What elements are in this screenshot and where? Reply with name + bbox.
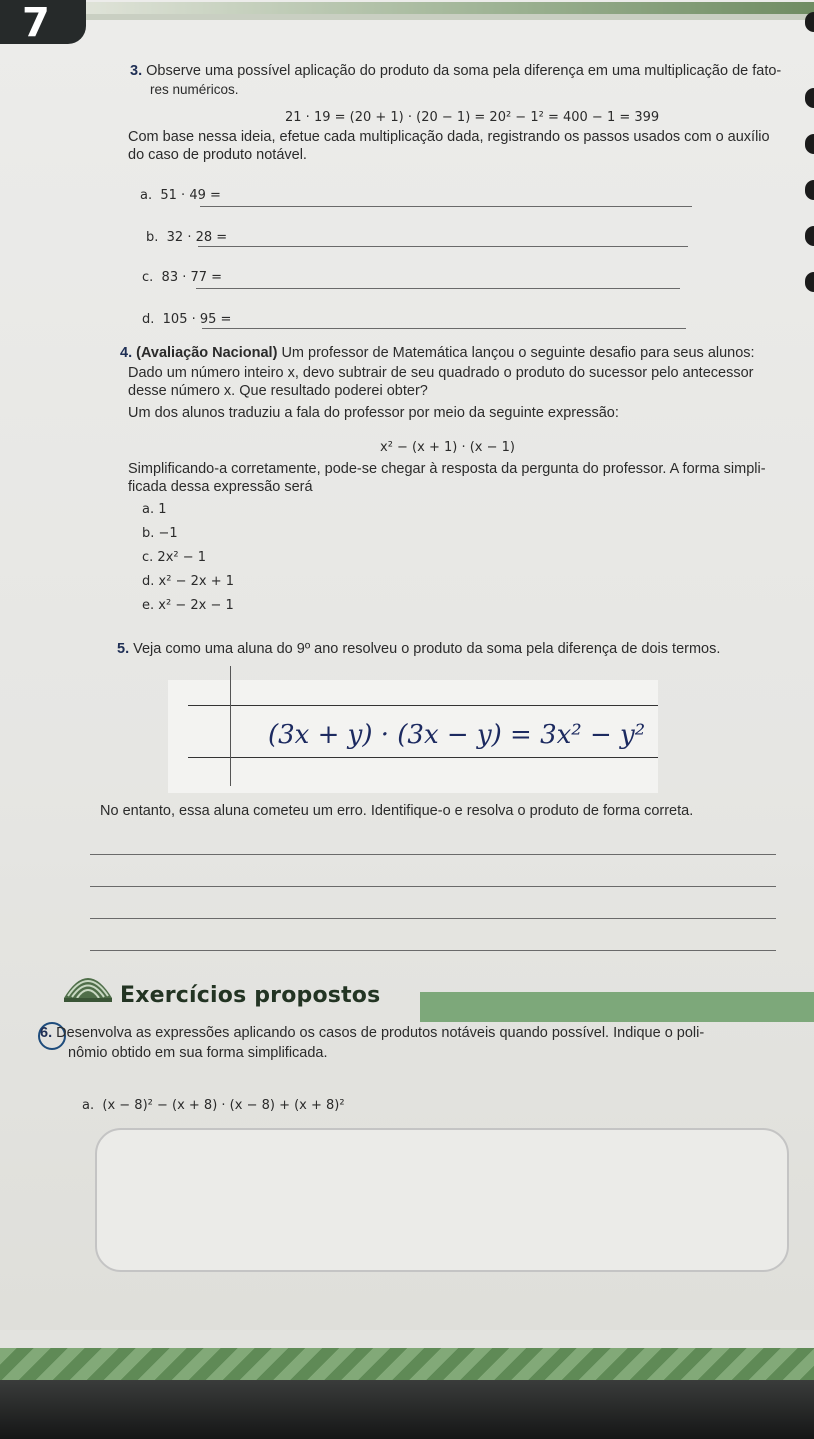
- answer-line[interactable]: [196, 288, 680, 289]
- q3-instruction-line2: do caso de produto notável.: [128, 147, 307, 163]
- binder-hole: [805, 12, 814, 32]
- chapter-tab: [0, 0, 86, 44]
- answer-line[interactable]: [90, 886, 776, 887]
- q5-line1: 5. Veja como uma aluna do 9º ano resolveu o produto da soma pela diferença de dois termos.: [117, 641, 721, 657]
- q4-source: (Avaliação Nacional): [136, 345, 278, 361]
- answer-box[interactable]: [95, 1128, 789, 1272]
- q4-number: 4.: [120, 345, 133, 361]
- handwritten-expression: (3x + y) · (3x − y) = 3x² − y²: [268, 720, 646, 750]
- q4-option-c[interactable]: c. 2x² − 1: [142, 550, 207, 565]
- page-bottom-margin: [0, 1330, 814, 1350]
- binder-hole: [805, 88, 814, 108]
- header-decoration-stripe: [86, 14, 814, 20]
- shell-icon: [60, 964, 116, 1008]
- q4-option-b[interactable]: b. −1: [142, 526, 178, 541]
- q3-item-d: d. 105 · 95 =: [142, 312, 232, 327]
- chapter-number: 7: [22, 0, 50, 46]
- binder-hole: [805, 180, 814, 200]
- q4-option-d[interactable]: d. x² − 2x + 1: [142, 574, 234, 589]
- q5-number: 5.: [117, 641, 130, 657]
- q3-item-a: a. 51 · 49 =: [140, 188, 221, 203]
- answer-line[interactable]: [90, 854, 776, 855]
- q4-expression: x² − (x + 1) · (x − 1): [380, 440, 515, 455]
- answer-line[interactable]: [200, 206, 692, 207]
- notebook-line: [188, 705, 658, 706]
- notebook-margin-line: [230, 666, 231, 786]
- q3-instruction-line1: Com base nessa ideia, efetue cada multiplicação dada, registrando os passos usados com o auxílio: [128, 129, 770, 145]
- q4-option-e[interactable]: e. x² − 2x − 1: [142, 598, 234, 613]
- answer-line[interactable]: [198, 246, 688, 247]
- q4-line5: Simplificando-a corretamente, pode-se chegar à resposta da pergunta do professor. A forma simpli-: [128, 461, 766, 477]
- notebook-line: [188, 757, 658, 758]
- q4-line4: Um dos alunos traduziu a fala do professor por meio da seguinte expressão:: [128, 405, 619, 421]
- answer-line[interactable]: [202, 328, 686, 329]
- binder-hole: [805, 272, 814, 292]
- q6-number: 6.: [40, 1025, 53, 1041]
- q3-item-b: b. 32 · 28 =: [146, 230, 228, 245]
- background-surface: [0, 1380, 814, 1439]
- q5-line2: No entanto, essa aluna cometeu um erro. Identifique-o e resolva o produto de forma correta.: [100, 803, 694, 819]
- binder-hole: [805, 226, 814, 246]
- q4-line1: 4. (Avaliação Nacional) Um professor de Matemática lançou o seguinte desafio para seus alunos:: [120, 345, 755, 361]
- q6-item-a: a. (x − 8)² − (x + 8) · (x − 8) + (x + 8)²: [82, 1098, 345, 1113]
- q3-item-c: c. 83 · 77 =: [142, 270, 223, 285]
- q6-line2: nômio obtido em sua forma simplificada.: [68, 1045, 328, 1061]
- binder-hole: [805, 134, 814, 154]
- section-strip: [420, 992, 814, 1022]
- answer-line[interactable]: [90, 950, 776, 951]
- answer-line[interactable]: [90, 918, 776, 919]
- q4-line6: ficada dessa expressão será: [128, 479, 313, 495]
- q4-option-a[interactable]: a. 1: [142, 502, 167, 517]
- q4-line3: desse número x. Que resultado poderei obter?: [128, 383, 428, 399]
- q4-line2: Dado um número inteiro x, devo subtrair de seu quadrado o produto do sucessor pelo antecessor: [128, 365, 754, 381]
- q3-intro-line2: res numéricos.: [150, 82, 239, 97]
- q3-number: 3.: [130, 63, 143, 79]
- section-title: Exercícios propostos: [120, 983, 381, 1008]
- q3-intro-line1: 3. Observe uma possível aplicação do produto da soma pela diferença em uma multiplicação de fato-: [130, 63, 782, 79]
- q3-example: 21 · 19 = (20 + 1) · (20 − 1) = 20² − 1² = 400 − 1 = 399: [285, 110, 660, 125]
- q6-line1: 6. Desenvolva as expressões aplicando os casos de produtos notáveis quando possível. Indique o poli-: [40, 1025, 705, 1041]
